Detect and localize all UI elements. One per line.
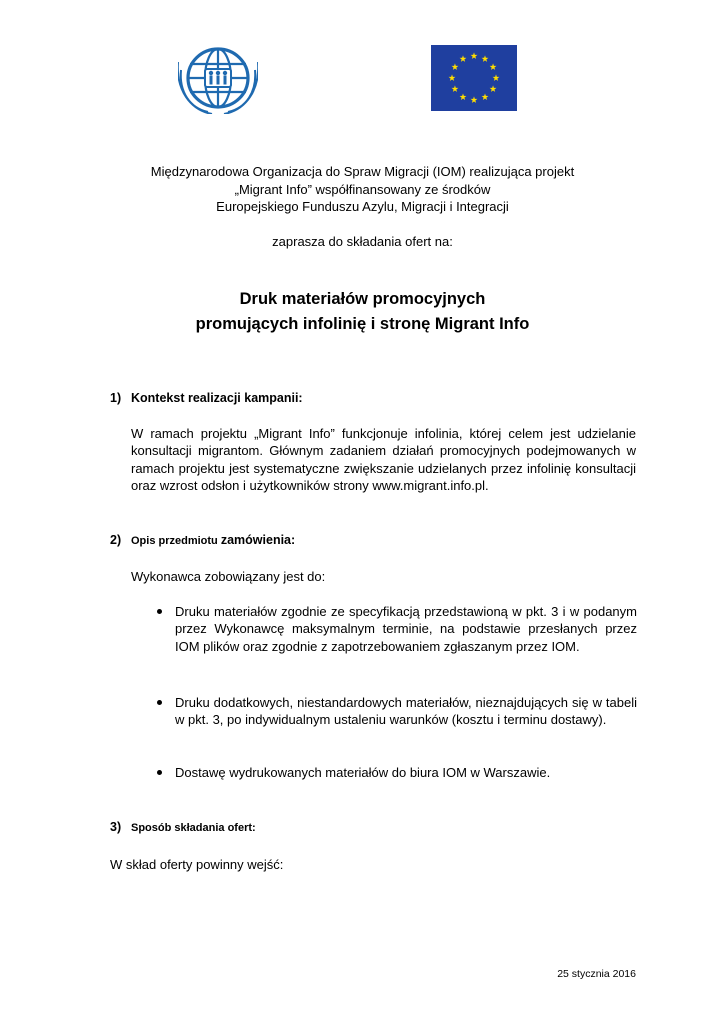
section-3-lead: W skład oferty powinny wejść:: [110, 857, 284, 872]
section-3-heading: [110, 818, 256, 837]
bullet-dot-icon: [157, 700, 162, 705]
section-2-title-large: zamówienia:: [220, 533, 296, 547]
iom-logo-icon: [178, 42, 258, 114]
intro-line-2: „Migrant Info” współfinansowany ze środków: [234, 181, 491, 197]
document-title-line-2: promujących infolinię i stronę Migrant Info: [195, 315, 530, 333]
section-3-number: 3): [110, 820, 122, 834]
intro-line-3: Europejskiego Funduszu Azylu, Migracji i Integracji: [216, 199, 509, 214]
bullet-text: Dostawę wydrukowanych materiałów do biura IOM w Warszawie.: [175, 765, 551, 780]
bullet-text: Druku materiałów zgodnie ze specyfikacją przedstawioną w pkt. 3 i w podanym przez Wykonawcę maksymalnym terminie, na podstawie przesłanych przez IOM plików oraz zgodnie z zapotrzebowaniem zgłaszanym przez IOM.: [175, 604, 637, 654]
section-2-heading: [110, 531, 295, 550]
section-2-title-small: Opis przedmiotu: [131, 535, 221, 547]
section-2-lead: Wykonawca zobowiązany jest do:: [131, 569, 326, 584]
document-title-line-1: Druk materiałów promocyjnych: [239, 290, 486, 308]
section-3-title: Sposób składania ofert:: [131, 822, 256, 834]
intro-line-1: Międzynarodowa Organizacja do Spraw Migracji (IOM) realizująca projekt: [150, 164, 575, 179]
intro-invitation: zaprasza do składania ofert na:: [272, 234, 453, 249]
bullet-text: Druku dodatkowych, niestandardowych materiałów, nieznajdujących się w tabeli w pkt. 3, po indywidualnym ustaleniu warunków (kosztu i terminu dostawy).: [175, 695, 637, 728]
bullet-dot-icon: [157, 609, 162, 614]
eu-flag-icon: [431, 45, 517, 111]
section-2-number: 2): [110, 533, 122, 547]
section-1-title: Kontekst realizacji kampanii:: [131, 391, 303, 405]
section-1-number: 1): [110, 391, 122, 405]
section-1-heading: [110, 389, 303, 407]
section-1-paragraph: W ramach projektu „Migrant Info” funkcjonuje infolinia, której celem jest udzielanie konsultacji migrantom. Głównym zadaniem działań promocyjnych podejmowanych w ramach projektu jest systematyczne zwiększanie udzielanych przez infolinię konsultacji oraz wzrost odsłon i użytkowników strony www.migrant.info.pl.: [131, 426, 636, 493]
bullet-dot-icon: [157, 770, 162, 775]
document-date: 25 stycznia 2016: [557, 968, 636, 980]
